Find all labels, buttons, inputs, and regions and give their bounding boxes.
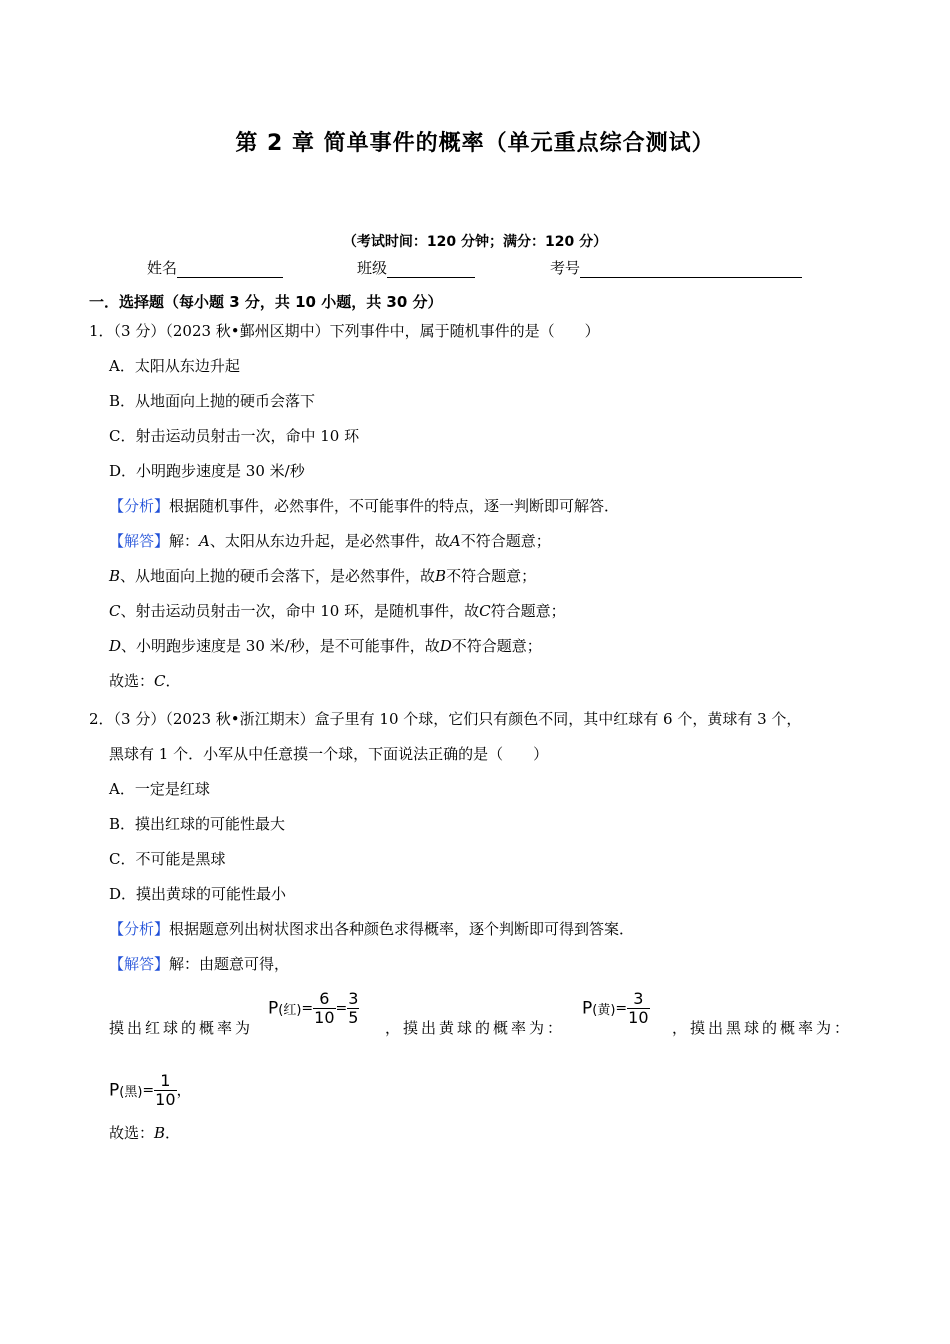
analysis-tag: 【分析】	[109, 920, 170, 938]
q1-choice: 故选：C．	[109, 672, 181, 690]
q2-answer-lead: 【解答】解：由题意可得，	[109, 955, 290, 973]
id-blank	[580, 261, 802, 278]
id-label: 考号	[550, 259, 581, 277]
q1-option-b: B．从地面向上抛的硬币会落下	[109, 392, 316, 410]
q1-option-c: C．射击运动员射击一次，命中 10 环	[109, 427, 360, 445]
q1-option-d: D．小明跑步速度是 30 米/秒	[109, 462, 305, 480]
answer-lead: 解：	[169, 532, 200, 550]
q1-answer-line-1: 【解答】解：A、太阳从东边升起，是必然事件，故A不符合题意；	[109, 532, 551, 550]
name-label: 姓名	[147, 259, 178, 277]
answer-tag: 【解答】	[109, 955, 170, 973]
fraction: $\frac{6}{10}$	[314, 989, 335, 1027]
q1-answer-line-3: C、射击运动员射击一次，命中 10 环，是随机事件，故C符合题意；	[109, 602, 566, 620]
analysis-text: 根据随机事件，必然事件，不可能事件的特点，逐一判断即可解答．	[169, 497, 620, 515]
prob-black-formula: P(黑)= $\frac{1}{10}$ ，	[109, 1071, 192, 1109]
prob-yellow-label: ，摸出黄球的概率为：	[385, 1019, 566, 1037]
name-blank	[177, 261, 283, 278]
q1-option-a: A．太阳从东边升起	[109, 357, 240, 375]
q1-answer-line-2: B、从地面向上抛的硬币会落下，是必然事件，故B不符合题意；	[109, 567, 537, 585]
q2-choice: 故选：B．	[109, 1124, 181, 1142]
fraction: $\frac{1}{10}$	[155, 1071, 176, 1109]
analysis-tag: 【分析】	[109, 497, 170, 515]
page-title: 第 2 章 简单事件的概率（单元重点综合测试）	[235, 131, 715, 156]
class-field	[357, 257, 475, 278]
q2-option-d: D．摸出黄球的可能性最小	[109, 885, 287, 903]
fraction: $\frac{3}{10}$	[628, 989, 649, 1027]
answer-tag: 【解答】	[109, 532, 170, 550]
q1-stem: 1．（3 分）（2023 秋•鄞州区期中）下列事件中，属于随机事件的是（ ）	[89, 322, 600, 340]
prob-black-label: ，摸出黑球的概率为：	[672, 1019, 853, 1037]
analysis-text: 根据题意列出树状图求出各种颜色求得概率，逐个判断即可得到答案．	[169, 920, 635, 938]
q2-option-c: C．不可能是黑球	[109, 850, 226, 868]
q2-stem-line-1: 2．（3 分）（2023 秋•浙江期末）盒子里有 10 个球，它们只有颜色不同，其中红球有 6 个，黄球有 3 个，	[89, 710, 802, 728]
id-field	[550, 257, 802, 278]
fraction: $\frac{3}{5}$	[348, 989, 359, 1027]
class-label: 班级	[357, 259, 388, 277]
exam-info: （考试时间：120 分钟；满分：120 分）	[342, 234, 608, 250]
name-field	[147, 257, 283, 278]
q1-analysis	[109, 496, 619, 516]
q2-option-b: B．摸出红球的可能性最大	[109, 815, 286, 833]
q2-stem-line-2: 黑球有 1 个．小军从中任意摸一个球，下面说法正确的是（ ）	[109, 745, 549, 763]
prob-red-formula: P(红)= $\frac{6}{10}$ = $\frac{3}{5}$	[268, 989, 359, 1027]
section-heading: 一．选择题（每小题 3 分，共 10 小题，共 30 分）	[89, 293, 443, 311]
class-blank	[387, 261, 475, 278]
prob-red-label: 摸出红球的概率为	[109, 1019, 254, 1037]
q1-answer-line-4: D、小明跑步速度是 30 米/秒，是不可能事件，故D不符合题意；	[109, 637, 542, 655]
q2-option-a: A．一定是红球	[109, 780, 210, 798]
prob-yellow-formula: P(黄)= $\frac{3}{10}$	[582, 989, 649, 1027]
q2-analysis	[109, 919, 634, 939]
